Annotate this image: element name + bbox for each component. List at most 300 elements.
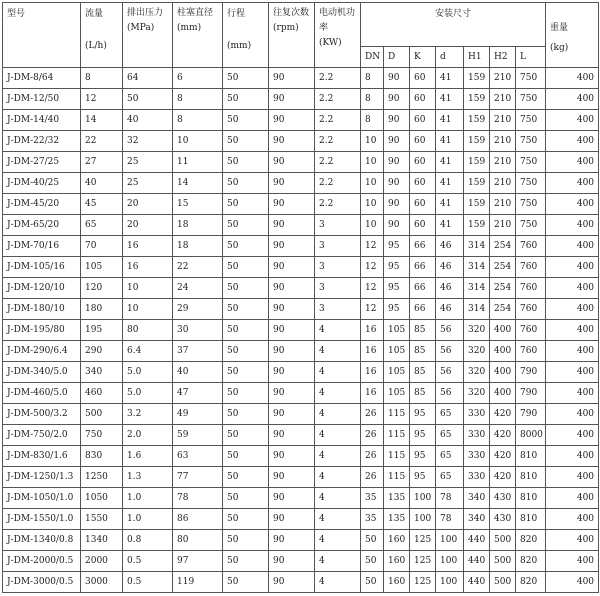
table-row: [3, 530, 599, 551]
cell-h2: 430: [490, 488, 516, 509]
cell-speed: 90: [269, 425, 315, 446]
table-row: [3, 572, 599, 593]
cell-h2: 500: [490, 572, 516, 593]
cell-k: 100: [410, 488, 436, 509]
cell-plunger: 8: [173, 110, 223, 131]
header-d-inner: d: [436, 47, 464, 68]
cell-flow: 340: [81, 362, 123, 383]
cell-flow: 460: [81, 383, 123, 404]
cell-k: 100: [410, 509, 436, 530]
cell-d-outer: 160: [384, 572, 410, 593]
cell-l: 750: [516, 131, 546, 152]
cell-h1: 159: [464, 194, 490, 215]
cell-motor: 4: [315, 467, 361, 488]
cell-weight: 400: [546, 278, 599, 299]
cell-h1: 320: [464, 362, 490, 383]
cell-l: 750: [516, 89, 546, 110]
cell-h1: 159: [464, 152, 490, 173]
cell-h1: 320: [464, 341, 490, 362]
cell-k: 125: [410, 572, 436, 593]
cell-h2: 210: [490, 131, 516, 152]
cell-dn: 12: [361, 257, 384, 278]
cell-weight: 400: [546, 572, 599, 593]
cell-model: J-DM-340/5.0: [3, 362, 81, 383]
cell-dn: 50: [361, 530, 384, 551]
cell-flow: 2000: [81, 551, 123, 572]
cell-dn: 50: [361, 572, 384, 593]
cell-d-inner: 41: [436, 131, 464, 152]
cell-plunger: 97: [173, 551, 223, 572]
table-row: [3, 404, 599, 425]
cell-l: 8000: [516, 425, 546, 446]
cell-speed: 90: [269, 551, 315, 572]
cell-pressure: 16: [123, 257, 173, 278]
cell-d-inner: 78: [436, 509, 464, 530]
cell-flow: 1340: [81, 530, 123, 551]
cell-l: 760: [516, 257, 546, 278]
cell-flow: 195: [81, 320, 123, 341]
cell-weight: 400: [546, 173, 599, 194]
cell-speed: 90: [269, 446, 315, 467]
cell-plunger: 30: [173, 320, 223, 341]
header-row: [3, 3, 599, 47]
cell-d-outer: 135: [384, 488, 410, 509]
cell-k: 60: [410, 194, 436, 215]
cell-h1: 159: [464, 89, 490, 110]
cell-l: 750: [516, 110, 546, 131]
cell-plunger: 10: [173, 131, 223, 152]
cell-plunger: 22: [173, 257, 223, 278]
cell-dn: 35: [361, 509, 384, 530]
cell-h2: 210: [490, 89, 516, 110]
cell-d-inner: 100: [436, 572, 464, 593]
cell-flow: 105: [81, 257, 123, 278]
cell-d-outer: 95: [384, 236, 410, 257]
table-row: [3, 131, 599, 152]
cell-weight: 400: [546, 194, 599, 215]
cell-d-outer: 105: [384, 320, 410, 341]
cell-k: 95: [410, 425, 436, 446]
cell-pressure: 0.8: [123, 530, 173, 551]
table-row: [3, 68, 599, 89]
cell-d-inner: 41: [436, 152, 464, 173]
cell-plunger: 18: [173, 236, 223, 257]
cell-h2: 254: [490, 278, 516, 299]
cell-flow: 120: [81, 278, 123, 299]
cell-stroke: 50: [223, 89, 269, 110]
cell-flow: 1550: [81, 509, 123, 530]
cell-pressure: 40: [123, 110, 173, 131]
cell-k: 66: [410, 257, 436, 278]
cell-d-inner: 65: [436, 404, 464, 425]
cell-d-inner: 100: [436, 551, 464, 572]
cell-stroke: 50: [223, 509, 269, 530]
cell-model: J-DM-3000/0.5: [3, 572, 81, 593]
cell-h1: 159: [464, 215, 490, 236]
cell-h1: 320: [464, 320, 490, 341]
cell-d-outer: 135: [384, 509, 410, 530]
cell-model: J-DM-1050/1.0: [3, 488, 81, 509]
cell-k: 66: [410, 236, 436, 257]
cell-h1: 314: [464, 236, 490, 257]
table-row: [3, 425, 599, 446]
cell-d-inner: 65: [436, 425, 464, 446]
pump-spec-table: [2, 2, 599, 593]
cell-k: 60: [410, 89, 436, 110]
cell-model: J-DM-45/20: [3, 194, 81, 215]
cell-pressure: 6.4: [123, 341, 173, 362]
cell-pressure: 0.5: [123, 572, 173, 593]
cell-dn: 16: [361, 320, 384, 341]
cell-motor: 4: [315, 383, 361, 404]
cell-dn: 12: [361, 299, 384, 320]
cell-plunger: 15: [173, 194, 223, 215]
cell-stroke: 50: [223, 110, 269, 131]
cell-speed: 90: [269, 131, 315, 152]
table-row: [3, 509, 599, 530]
cell-plunger: 18: [173, 215, 223, 236]
cell-d-outer: 105: [384, 362, 410, 383]
cell-plunger: 47: [173, 383, 223, 404]
cell-l: 790: [516, 362, 546, 383]
cell-motor: 3: [315, 299, 361, 320]
cell-h1: 159: [464, 131, 490, 152]
cell-plunger: 78: [173, 488, 223, 509]
cell-flow: 70: [81, 236, 123, 257]
table-row: [3, 257, 599, 278]
cell-d-inner: 41: [436, 68, 464, 89]
table-row: [3, 152, 599, 173]
cell-speed: 90: [269, 572, 315, 593]
cell-h1: 320: [464, 383, 490, 404]
cell-pressure: 80: [123, 320, 173, 341]
cell-plunger: 86: [173, 509, 223, 530]
table-row: [3, 278, 599, 299]
cell-speed: 90: [269, 383, 315, 404]
cell-k: 125: [410, 551, 436, 572]
cell-d-inner: 56: [436, 383, 464, 404]
cell-d-inner: 46: [436, 257, 464, 278]
cell-k: 60: [410, 110, 436, 131]
cell-speed: 90: [269, 110, 315, 131]
cell-model: J-DM-290/6.4: [3, 341, 81, 362]
table-row: [3, 488, 599, 509]
cell-h2: 430: [490, 509, 516, 530]
cell-plunger: 80: [173, 530, 223, 551]
cell-stroke: 50: [223, 467, 269, 488]
cell-motor: 3: [315, 236, 361, 257]
cell-h2: 210: [490, 215, 516, 236]
cell-pressure: 64: [123, 68, 173, 89]
cell-weight: 400: [546, 68, 599, 89]
cell-d-inner: 41: [436, 110, 464, 131]
cell-stroke: 50: [223, 215, 269, 236]
table-row: [3, 467, 599, 488]
header-weight: 重量 (kg): [546, 3, 599, 68]
cell-flow: 830: [81, 446, 123, 467]
table-row: [3, 362, 599, 383]
cell-speed: 90: [269, 215, 315, 236]
cell-d-outer: 105: [384, 341, 410, 362]
cell-motor: 4: [315, 530, 361, 551]
cell-h2: 210: [490, 173, 516, 194]
cell-k: 66: [410, 299, 436, 320]
cell-d-inner: 41: [436, 215, 464, 236]
cell-pressure: 1.6: [123, 446, 173, 467]
cell-motor: 4: [315, 320, 361, 341]
cell-motor: 3: [315, 215, 361, 236]
header-h2: H2: [490, 47, 516, 68]
cell-d-outer: 115: [384, 404, 410, 425]
cell-dn: 50: [361, 551, 384, 572]
cell-l: 750: [516, 194, 546, 215]
cell-k: 60: [410, 173, 436, 194]
header-l: L: [516, 47, 546, 68]
cell-speed: 90: [269, 194, 315, 215]
cell-stroke: 50: [223, 341, 269, 362]
cell-h1: 159: [464, 110, 490, 131]
cell-k: 85: [410, 383, 436, 404]
cell-d-outer: 115: [384, 467, 410, 488]
cell-dn: 12: [361, 278, 384, 299]
cell-dn: 26: [361, 425, 384, 446]
cell-flow: 40: [81, 173, 123, 194]
cell-flow: 45: [81, 194, 123, 215]
cell-dn: 10: [361, 152, 384, 173]
cell-dn: 10: [361, 194, 384, 215]
cell-flow: 750: [81, 425, 123, 446]
cell-flow: 27: [81, 152, 123, 173]
header-model: 型号: [3, 3, 81, 68]
cell-d-outer: 95: [384, 257, 410, 278]
cell-k: 95: [410, 467, 436, 488]
cell-stroke: 50: [223, 572, 269, 593]
cell-motor: 4: [315, 404, 361, 425]
cell-l: 760: [516, 278, 546, 299]
cell-l: 810: [516, 446, 546, 467]
cell-stroke: 50: [223, 551, 269, 572]
header-flow: 流量 (L/h): [81, 3, 123, 68]
cell-motor: 4: [315, 341, 361, 362]
cell-k: 85: [410, 362, 436, 383]
cell-motor: 3: [315, 257, 361, 278]
cell-stroke: 50: [223, 257, 269, 278]
cell-model: J-DM-830/1.6: [3, 446, 81, 467]
cell-h2: 210: [490, 194, 516, 215]
cell-speed: 90: [269, 152, 315, 173]
header-pressure: 排出压力 (MPa): [123, 3, 173, 68]
cell-k: 60: [410, 131, 436, 152]
cell-model: J-DM-70/16: [3, 236, 81, 257]
cell-h2: 400: [490, 362, 516, 383]
cell-pressure: 20: [123, 215, 173, 236]
cell-stroke: 50: [223, 173, 269, 194]
cell-l: 820: [516, 530, 546, 551]
cell-pressure: 1.0: [123, 488, 173, 509]
cell-stroke: 50: [223, 446, 269, 467]
cell-h2: 400: [490, 341, 516, 362]
cell-h1: 314: [464, 278, 490, 299]
cell-model: J-DM-27/25: [3, 152, 81, 173]
cell-dn: 8: [361, 89, 384, 110]
cell-h1: 330: [464, 467, 490, 488]
cell-d-inner: 56: [436, 341, 464, 362]
cell-d-inner: 65: [436, 467, 464, 488]
cell-h2: 420: [490, 446, 516, 467]
cell-pressure: 0.5: [123, 551, 173, 572]
cell-d-inner: 46: [436, 236, 464, 257]
cell-model: J-DM-1250/1.3: [3, 467, 81, 488]
cell-h2: 254: [490, 257, 516, 278]
cell-weight: 400: [546, 152, 599, 173]
header-plunger: 柱塞直径 (mm): [173, 3, 223, 68]
cell-speed: 90: [269, 362, 315, 383]
cell-l: 810: [516, 488, 546, 509]
cell-motor: 2.2: [315, 89, 361, 110]
cell-pressure: 3.2: [123, 404, 173, 425]
cell-pressure: 1.0: [123, 509, 173, 530]
cell-d-outer: 90: [384, 173, 410, 194]
cell-h2: 500: [490, 551, 516, 572]
cell-plunger: 59: [173, 425, 223, 446]
cell-l: 750: [516, 152, 546, 173]
cell-h1: 330: [464, 425, 490, 446]
cell-d-outer: 115: [384, 446, 410, 467]
cell-dn: 8: [361, 110, 384, 131]
header-speed: 往复次数 (rpm): [269, 3, 315, 68]
cell-stroke: 50: [223, 362, 269, 383]
header-stroke: 行程 (mm): [223, 3, 269, 68]
cell-h1: 340: [464, 488, 490, 509]
header-h1: H1: [464, 47, 490, 68]
table-row: [3, 173, 599, 194]
header-k: K: [410, 47, 436, 68]
header-d-outer: D: [384, 47, 410, 68]
cell-d-outer: 95: [384, 278, 410, 299]
cell-h1: 330: [464, 446, 490, 467]
cell-flow: 180: [81, 299, 123, 320]
cell-l: 760: [516, 320, 546, 341]
cell-weight: 400: [546, 89, 599, 110]
cell-k: 66: [410, 278, 436, 299]
cell-stroke: 50: [223, 131, 269, 152]
cell-d-outer: 90: [384, 152, 410, 173]
cell-weight: 400: [546, 131, 599, 152]
cell-l: 790: [516, 404, 546, 425]
cell-model: J-DM-120/10: [3, 278, 81, 299]
cell-plunger: 8: [173, 89, 223, 110]
cell-motor: 4: [315, 362, 361, 383]
cell-pressure: 25: [123, 152, 173, 173]
cell-model: J-DM-180/10: [3, 299, 81, 320]
cell-motor: 4: [315, 446, 361, 467]
cell-model: J-DM-460/5.0: [3, 383, 81, 404]
cell-motor: 2.2: [315, 173, 361, 194]
cell-h1: 440: [464, 572, 490, 593]
cell-weight: 400: [546, 362, 599, 383]
cell-h2: 420: [490, 425, 516, 446]
table-row: [3, 236, 599, 257]
cell-weight: 400: [546, 425, 599, 446]
cell-stroke: 50: [223, 68, 269, 89]
cell-model: J-DM-65/20: [3, 215, 81, 236]
cell-weight: 400: [546, 551, 599, 572]
table-row: [3, 194, 599, 215]
cell-d-outer: 90: [384, 215, 410, 236]
cell-motor: 4: [315, 488, 361, 509]
cell-weight: 400: [546, 341, 599, 362]
cell-k: 95: [410, 446, 436, 467]
cell-weight: 400: [546, 383, 599, 404]
cell-l: 750: [516, 173, 546, 194]
cell-dn: 10: [361, 215, 384, 236]
cell-flow: 12: [81, 89, 123, 110]
cell-speed: 90: [269, 89, 315, 110]
cell-weight: 400: [546, 299, 599, 320]
cell-h2: 420: [490, 404, 516, 425]
cell-k: 85: [410, 341, 436, 362]
cell-flow: 500: [81, 404, 123, 425]
cell-l: 760: [516, 299, 546, 320]
cell-plunger: 6: [173, 68, 223, 89]
cell-weight: 400: [546, 488, 599, 509]
cell-speed: 90: [269, 341, 315, 362]
cell-l: 760: [516, 236, 546, 257]
cell-d-inner: 46: [436, 299, 464, 320]
cell-model: J-DM-1340/0.8: [3, 530, 81, 551]
cell-d-outer: 90: [384, 68, 410, 89]
cell-speed: 90: [269, 488, 315, 509]
table-row: [3, 341, 599, 362]
cell-dn: 35: [361, 488, 384, 509]
cell-d-outer: 95: [384, 299, 410, 320]
table-row: [3, 383, 599, 404]
cell-model: J-DM-500/3.2: [3, 404, 81, 425]
cell-l: 810: [516, 467, 546, 488]
cell-pressure: 16: [123, 236, 173, 257]
cell-motor: 2.2: [315, 110, 361, 131]
cell-h2: 400: [490, 320, 516, 341]
cell-motor: 2.2: [315, 194, 361, 215]
cell-stroke: 50: [223, 278, 269, 299]
cell-motor: 4: [315, 509, 361, 530]
cell-flow: 65: [81, 215, 123, 236]
cell-l: 760: [516, 341, 546, 362]
cell-speed: 90: [269, 320, 315, 341]
cell-h1: 330: [464, 404, 490, 425]
cell-motor: 4: [315, 425, 361, 446]
cell-speed: 90: [269, 278, 315, 299]
cell-weight: 400: [546, 236, 599, 257]
cell-h1: 159: [464, 68, 490, 89]
cell-pressure: 20: [123, 194, 173, 215]
cell-k: 60: [410, 68, 436, 89]
cell-flow: 22: [81, 131, 123, 152]
cell-stroke: 50: [223, 236, 269, 257]
table-row: [3, 320, 599, 341]
cell-stroke: 50: [223, 299, 269, 320]
cell-dn: 16: [361, 341, 384, 362]
cell-pressure: 5.0: [123, 383, 173, 404]
cell-weight: 400: [546, 530, 599, 551]
cell-stroke: 50: [223, 320, 269, 341]
cell-model: J-DM-22/32: [3, 131, 81, 152]
cell-k: 125: [410, 530, 436, 551]
cell-d-inner: 41: [436, 194, 464, 215]
cell-speed: 90: [269, 257, 315, 278]
cell-plunger: 29: [173, 299, 223, 320]
cell-h1: 440: [464, 530, 490, 551]
